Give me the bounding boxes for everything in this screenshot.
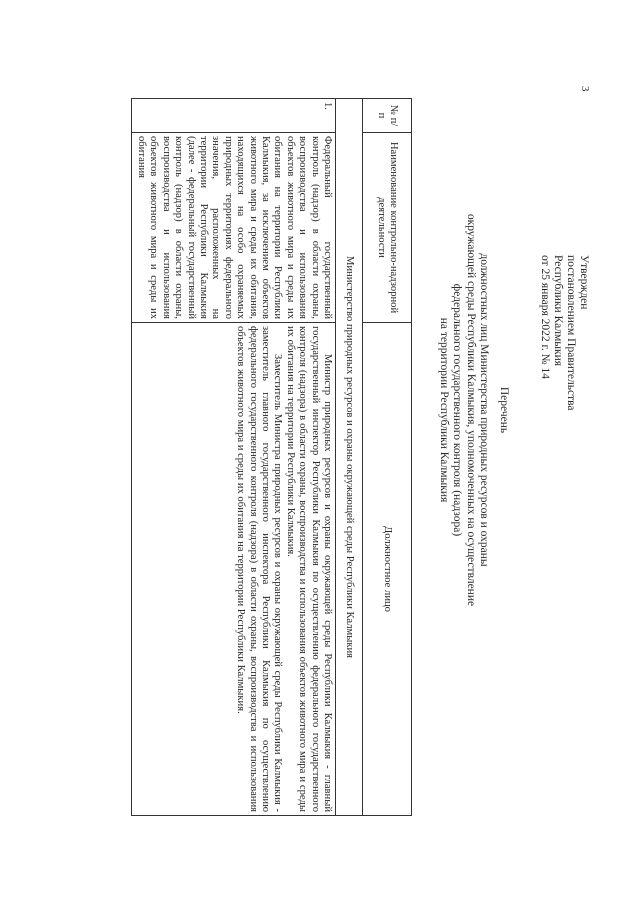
- approval-line: Республики Калмыкия: [552, 255, 564, 367]
- heading-line: федерального государственного контроля (надзора): [451, 283, 464, 537]
- header-official: Должностное лицо: [363, 323, 412, 816]
- row-activity: Федеральный государственный контроль (надзор) в области охраны, воспроизводства и использования объектов животного мира и среды их обитания на территории Республики Калмыкия, за исключением объектов животного мира и среды их обитания, находящихся на особо охраняемых природных территориях федерального значения, расположенных на территории Республики Калмыкия (далее - федеральный государственный контроль (надзор) в области охраны, воспроизводства и использования объектов животного мира и среды их обитания: [132, 133, 336, 323]
- row-official: [132, 323, 336, 816]
- approval-line: Утвержден: [578, 255, 590, 310]
- row-number: 1.: [132, 99, 336, 133]
- page-number: 3: [579, 86, 591, 92]
- table-row: [132, 99, 336, 816]
- header-activity: Наименование контрольно-надзорной деятельности: [363, 133, 412, 323]
- approval-line: от 25 января 2022 г. № 14: [539, 255, 551, 380]
- table-header-row: [363, 99, 412, 816]
- document-title: Перечень: [498, 386, 510, 434]
- document-heading: [437, 150, 511, 670]
- approval-stamp: [538, 255, 590, 411]
- official-paragraph: Заместитель Министра природных ресурсов и охраны окружающей среды Республики Калмыкия - заместитель главного государственного инспектора Республики Калмыкия по осуществлению федерального государственного контроля (надзора) в области охраны, воспроизводства и использования объектов животного мира и среды их обитания на территории Республики Калмыкия.: [235, 326, 284, 812]
- heading-line: окружающей среды Республики Калмыкия, уполномоченных на осуществление: [465, 213, 477, 607]
- heading-line: на территории Республики Калмыкия: [438, 317, 450, 503]
- section-title: Министерство природных ресурсов и охраны окружающей среды Республики Калмыкия: [336, 99, 363, 816]
- header-number: № п/п: [363, 99, 412, 133]
- officials-table: [132, 98, 413, 816]
- section-row: [336, 99, 363, 816]
- heading-line: должностных лиц Министерства природных ресурсов и охраны: [478, 253, 491, 567]
- official-paragraph: Министр природных ресурсов и охраны окружающей среды Республики Калмыкия - главный государственный инспектор Республики Калмыкия по осуществлению федерального государственного контроля (надзора) в области охраны, воспроизводства и использования объектов животного мира и среды их обитания на территории Республики Калмыкия.: [284, 326, 333, 812]
- approval-line: постановлением Правительства: [565, 255, 577, 411]
